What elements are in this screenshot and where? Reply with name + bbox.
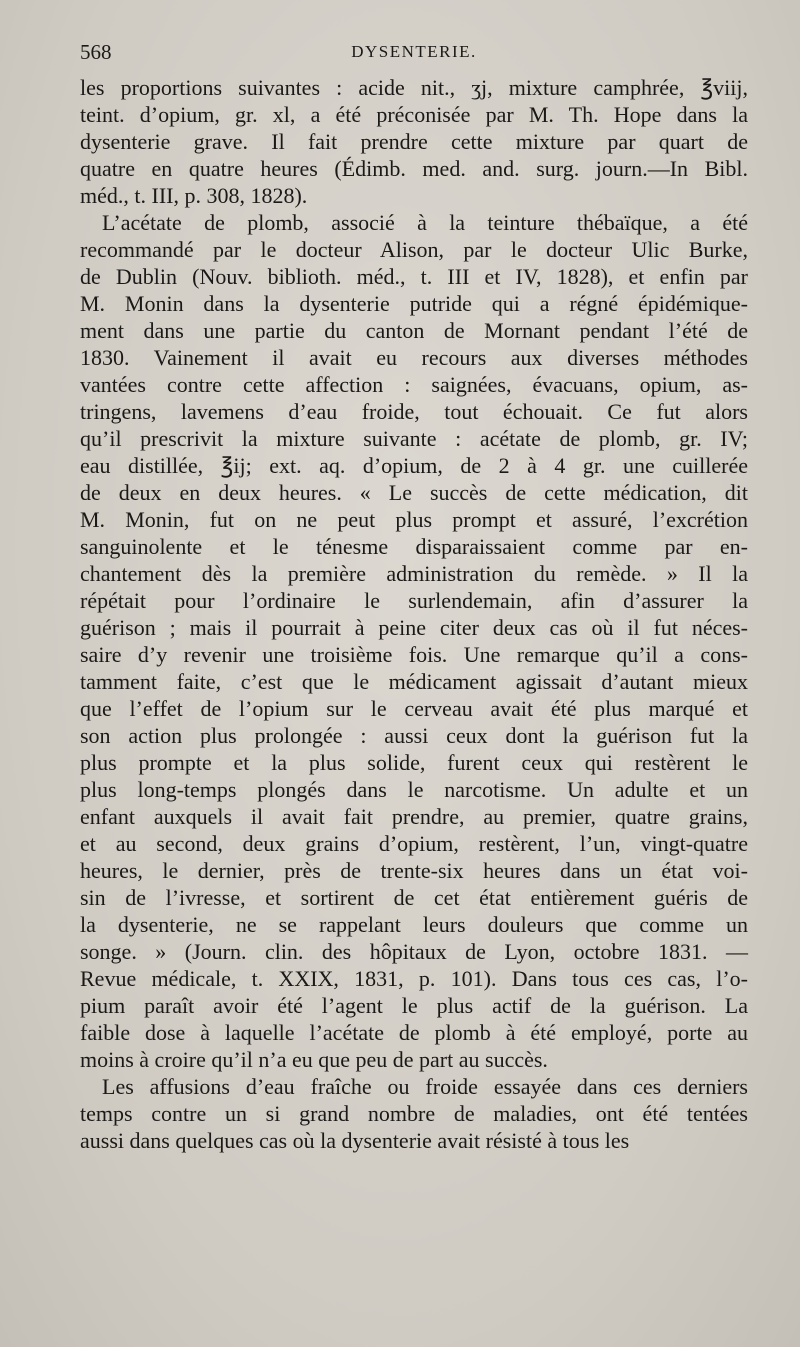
text-line: dysenterie grave. Il fait prendre cette mixture par quart de xyxy=(80,129,748,154)
text-line: et au second, deux grains d’opium, restèrent, l’un, vingt-quatre xyxy=(80,831,748,856)
text-line: que l’effet de l’opium sur le cerveau avait été plus marqué et xyxy=(80,696,748,721)
text-line: heures, le dernier, près de trente-six heures dans un état voi- xyxy=(80,858,748,883)
text-line: temps contre un si grand nombre de maladies, ont été tentées xyxy=(80,1101,748,1126)
text-line: guérison ; mais il pourrait à peine citer deux cas où il fut néces- xyxy=(80,615,748,640)
text-line: plus long-temps plongés dans le narcotisme. Un adulte et un xyxy=(80,777,748,802)
text-line: les proportions suivantes : acide nit., ʒj, mixture camphrée, ℥viij, xyxy=(80,75,748,100)
text-line: recommandé par le docteur Alison, par le docteur Ulic Burke, xyxy=(80,237,748,262)
text-line: pium paraît avoir été l’agent le plus actif de la guérison. La xyxy=(80,993,748,1018)
text-line: songe. » (Journ. clin. des hôpitaux de Lyon, octobre 1831. — xyxy=(80,939,748,964)
text-line: de Dublin (Nouv. biblioth. méd., t. III et IV, 1828), et enfin par xyxy=(80,264,748,289)
text-line: tringens, lavemens d’eau froide, tout échouait. Ce fut alors xyxy=(80,399,748,424)
text-line: L’acétate de plomb, associé à la teinture thébaïque, a été xyxy=(102,210,748,235)
text-line: faible dose à laquelle l’acétate de plomb à été employé, porte au xyxy=(80,1020,748,1045)
body-text xyxy=(80,74,748,1154)
text-line: Les affusions d’eau fraîche ou froide essayée dans ces derniers xyxy=(102,1074,748,1099)
running-title: DYSENTERIE. xyxy=(351,42,477,61)
text-line: moins à croire qu’il n’a eu que peu de part au succès. xyxy=(80,1047,548,1072)
text-line: aussi dans quelques cas où la dysenterie avait résisté à tous les xyxy=(80,1128,630,1153)
text-line: tamment faite, c’est que le médicament agissait d’autant mieux xyxy=(80,669,748,694)
text-line: vantées contre cette affection : saignées, évacuans, opium, as- xyxy=(80,372,748,397)
text-line: sin de l’ivresse, et sortirent de cet état entièrement guéris de xyxy=(80,885,748,910)
text-line: qu’il prescrivit la mixture suivante : acétate de plomb, gr. IV; xyxy=(80,426,748,451)
text-line: Revue médicale, t. XXIX, 1831, p. 101). Dans tous ces cas, l’o- xyxy=(80,966,748,991)
page-number: 568 xyxy=(80,40,112,64)
text-line: méd., t. III, p. 308, 1828). xyxy=(80,183,308,208)
text-line: la dysenterie, ne se rappelant leurs douleurs que comme un xyxy=(80,912,748,937)
text-line: M. Monin, fut on ne peut plus prompt et assuré, l’excrétion xyxy=(80,507,748,532)
text-line: teint. d’opium, gr. xl, a été préconisée par M. Th. Hope dans la xyxy=(80,102,748,127)
text-line: ment dans une partie du canton de Mornant pendant l’été de xyxy=(80,318,748,343)
paragraph xyxy=(80,1073,748,1154)
text-line: sanguinolente et le ténesme disparaissaient comme par en- xyxy=(80,534,748,559)
text-line: saire d’y revenir une troisième fois. Une remarque qu’il a cons- xyxy=(80,642,748,667)
text-line: chantement dès la première administration du remède. » Il la xyxy=(80,561,748,586)
text-line: plus prompte et la plus solide, furent ceux qui restèrent le xyxy=(80,750,748,775)
page-header xyxy=(80,40,748,76)
text-line: enfant auxquels il avait fait prendre, au premier, quatre grains, xyxy=(80,804,748,829)
text-line: son action plus prolongée : aussi ceux dont la guérison fut la xyxy=(80,723,748,748)
text-line: de deux en deux heures. « Le succès de cette médication, dit xyxy=(80,480,748,505)
text-line: quatre en quatre heures (Édimb. med. and. surg. journ.—In Bibl. xyxy=(80,156,748,181)
text-line: eau distillée, ℥ij; ext. aq. d’opium, de 2 à 4 gr. une cuillerée xyxy=(80,453,748,478)
paragraph xyxy=(80,209,748,1073)
text-line: répétait pour l’ordinaire le surlendemain, afin d’assurer la xyxy=(80,588,748,613)
paragraph xyxy=(80,74,748,209)
text-line: M. Monin dans la dysenterie putride qui a régné épidémique- xyxy=(80,291,748,316)
text-line: 1830. Vainement il avait eu recours aux diverses méthodes xyxy=(80,345,748,370)
